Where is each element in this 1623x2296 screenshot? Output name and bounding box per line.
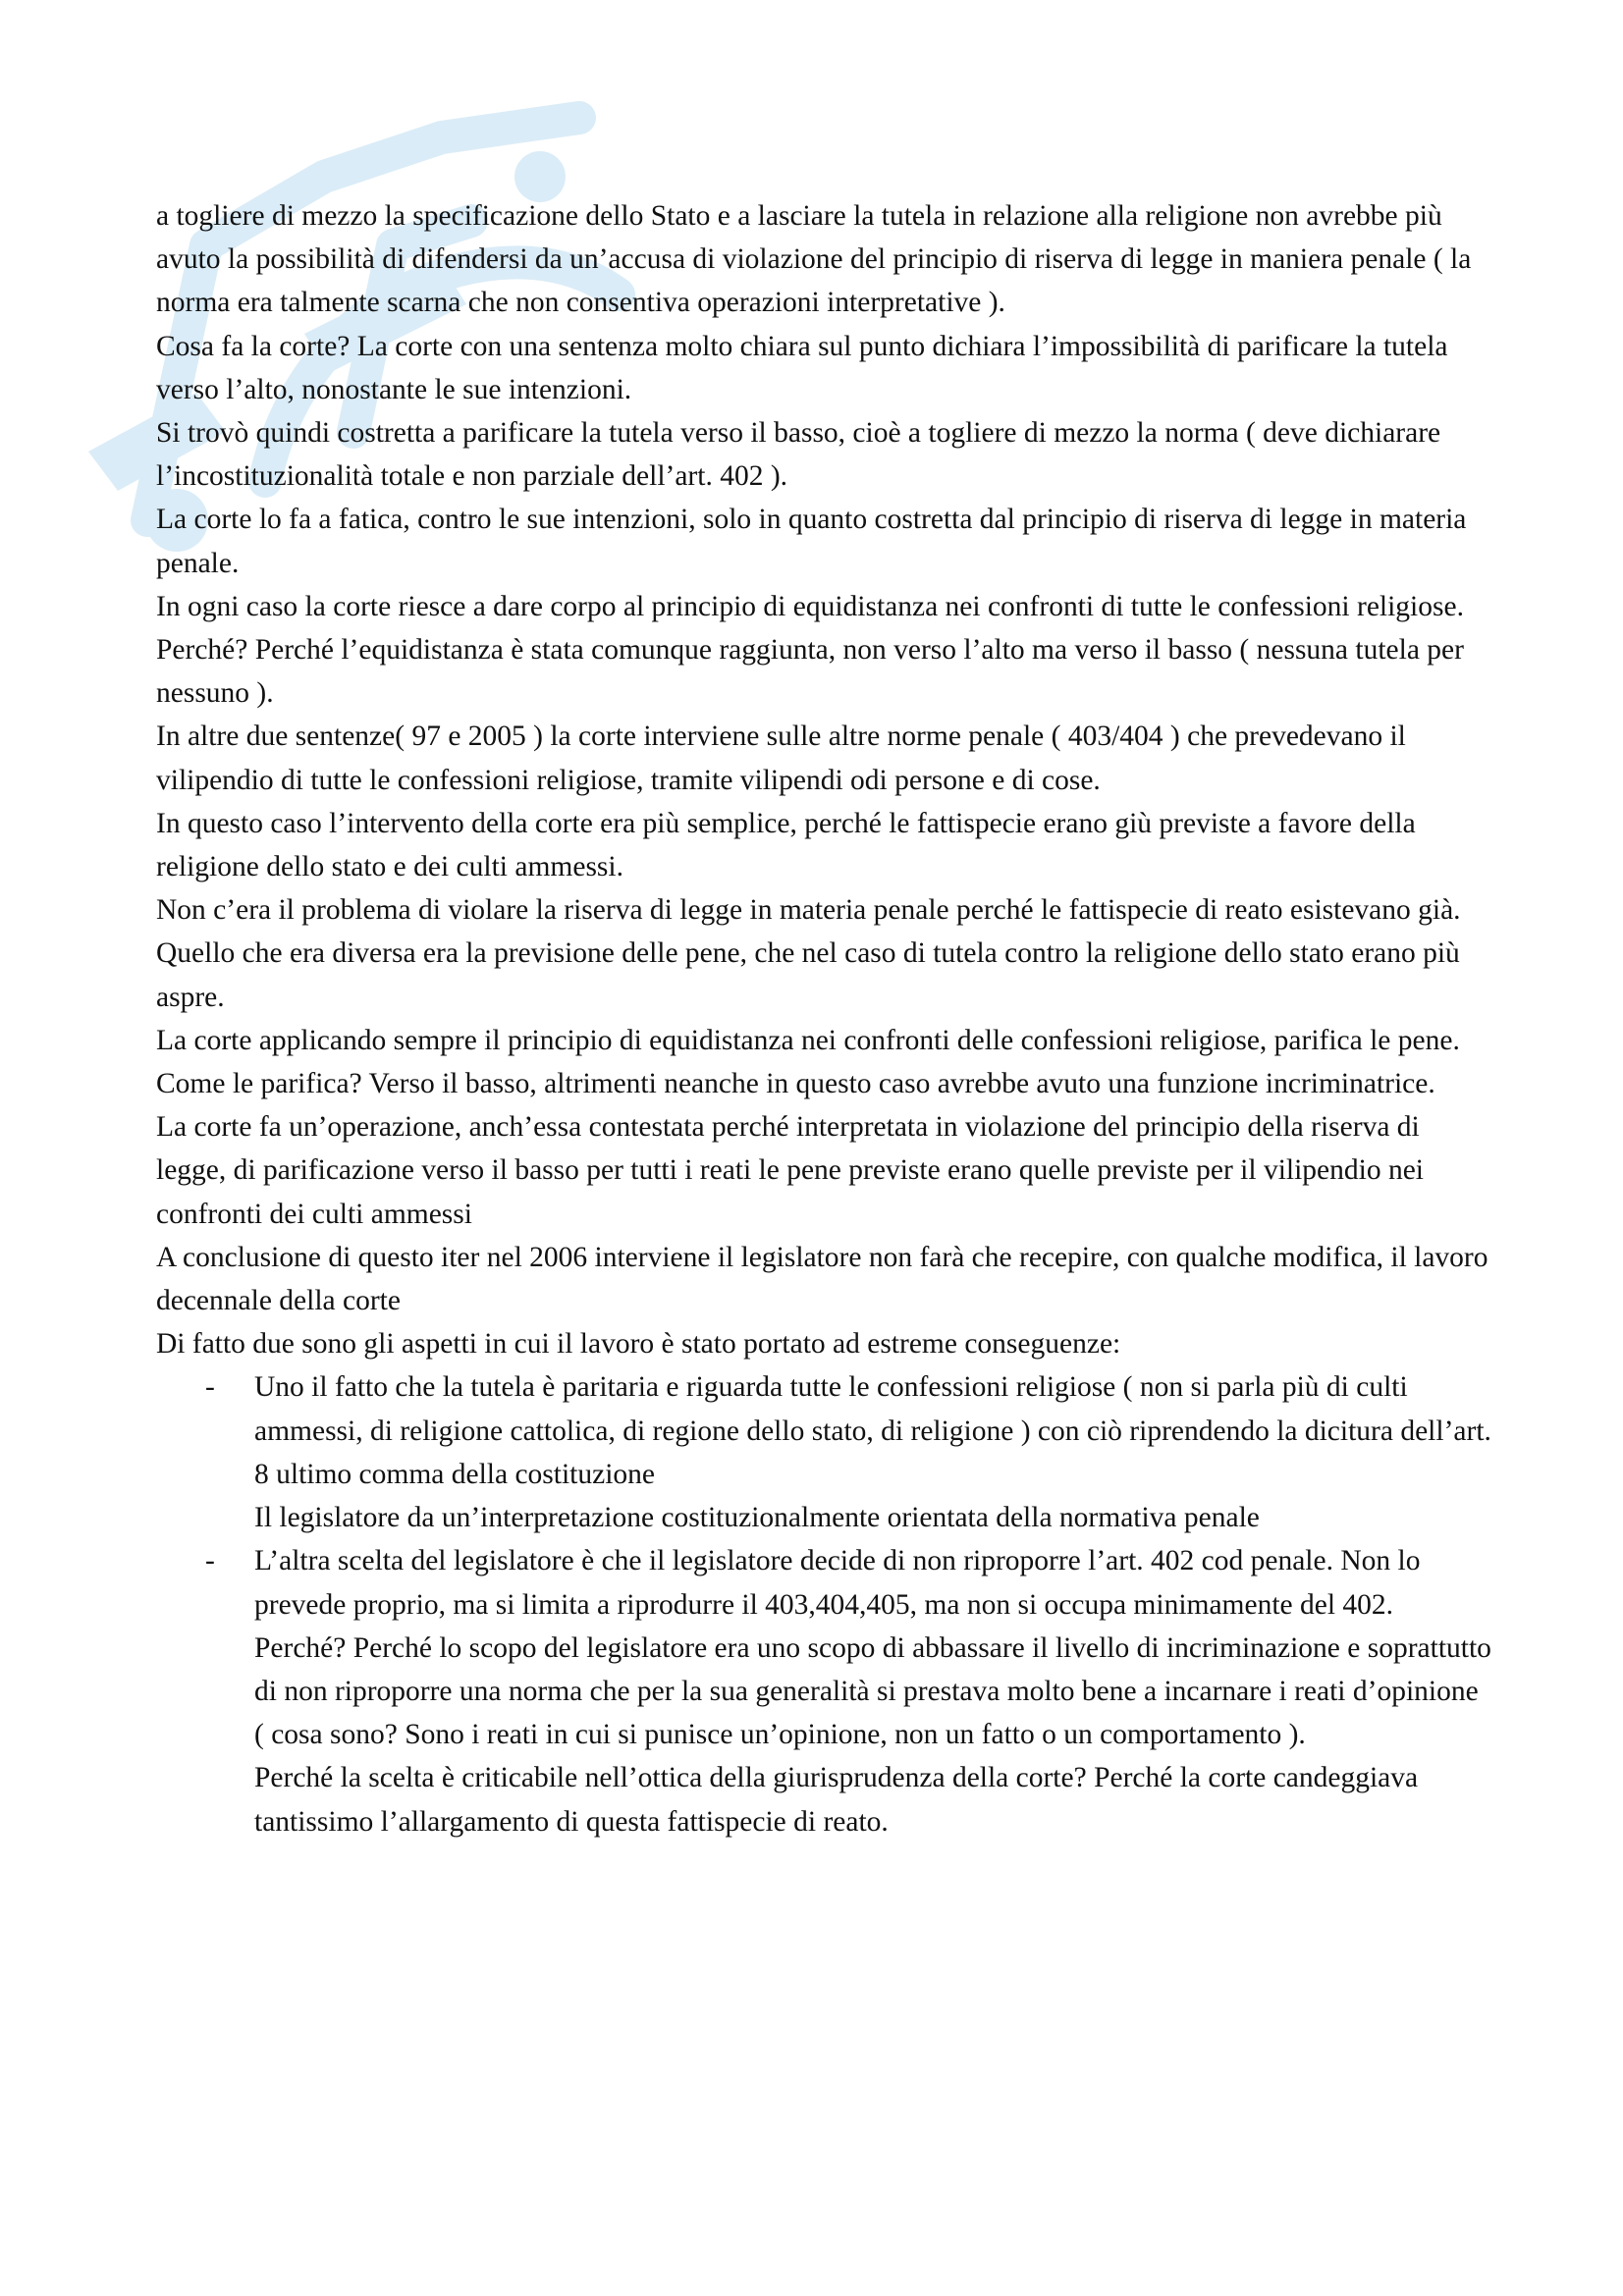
paragraph: Di fatto due sono gli aspetti in cui il lavoro è stato portato ad estreme conseguenze: xyxy=(156,1328,1121,1361)
dash-list xyxy=(156,1365,1491,1842)
paragraph: In altre due sentenze( 97 e 2005 ) la corte interviene sulle altre norme penale ( 403/404 ) che prevedevano il vilipendio di tutte le confessioni religiose, tramite vilipendi odi persone e di cose. xyxy=(156,721,1406,796)
list-item-subtext: Il legislatore da un’interpretazione costituzionalmente orientata della normativa penale xyxy=(254,1502,1260,1534)
document-body xyxy=(156,194,1491,1843)
paragraph: La corte fa un’operazione, anch’essa contestata perché interpretata in violazione del principio della riserva di legge, di parificazione verso il basso per tutti i reati le pene previste erano quelle previste per il vilipendio nei confronti dei culti ammessi xyxy=(156,1111,1424,1230)
paragraph: Perché? Perché l’equidistanza è stata comunque raggiunta, non verso l’alto ma verso il basso ( nessuna tutela per nessuno ). xyxy=(156,634,1464,710)
list-dash: - xyxy=(205,1545,215,1577)
paragraph: Si trovò quindi costretta a parificare la tutela verso il basso, cioè a togliere di mezzo la norma ( deve dichiarare l’incostituzionalità totale e non parziale dell’art. 402 ). xyxy=(156,417,1441,493)
list-item xyxy=(156,1539,1491,1842)
paragraph: Cosa fa la corte? La corte con una sentenza molto chiara sul punto dichiara l’impossibilità di parificare la tutela verso l’alto, nonostante le sue intenzioni. xyxy=(156,330,1448,405)
list-dash: - xyxy=(205,1371,215,1404)
paragraph: Quello che era diversa era la previsione delle pene, che nel caso di tutela contro la religione dello stato erano più aspre. xyxy=(156,937,1460,1013)
paragraph: Come le parifica? Verso il basso, altrimenti neanche in questo caso avrebbe avuto una funzione incriminatrice. xyxy=(156,1068,1435,1100)
list-item-text: L’altra scelta del legislatore è che il legislatore decide di non riproporre l’art. 402 cod penale. Non lo prevede proprio, ma si limita a riprodurre il 403,404,405, ma non si occupa minimamente del 402. Perché? Perché lo scopo del legislatore era uno scopo di abbassare il livello di incriminazione e soprattutto di non riproporre una norma che per la sua generalità si prestava molto bene a incarnare i reati d’opinione ( cosa sono? Sono i reati in cui si punisce un’opinione, non un fatto o un comportamento ). xyxy=(254,1545,1491,1751)
list-item-text: Uno il fatto che la tutela è paritaria e riguarda tutte le confessioni religiose ( non si parla più di culti ammessi, di religione cattolica, di regione dello stato, di religione ) con ciò riprendendo la dicitura dell’art. 8 ultimo comma della costituzione xyxy=(254,1371,1491,1490)
paragraph: Non c’era il problema di violare la riserva di legge in materia penale perché le fattispecie di reato esistevano già. xyxy=(156,894,1461,927)
list-item-subtext: Perché la scelta è criticabile nell’ottica della giurisprudenza della corte? Perché la corte candeggiava tantissimo l’allargamento di questa fattispecie di reato. xyxy=(254,1762,1419,1838)
paragraph: La corte lo fa a fatica, contro le sue intenzioni, solo in quanto costretta dal principio di riserva di legge in materia penale. xyxy=(156,504,1467,579)
list-item xyxy=(156,1365,1491,1539)
paragraph: a togliere di mezzo la specificazione dello Stato e a lasciare la tutela in relazione alla religione non avrebbe più avuto la possibilità di difendersi da un’accusa di violazione del principio di riserva di legge in maniera penale ( la norma era talmente scarna che non consentiva operazioni interpretative ). xyxy=(156,200,1472,319)
paragraph: A conclusione di questo iter nel 2006 interviene il legislatore non farà che recepire, con qualche modifica, il lavoro decennale della corte xyxy=(156,1241,1488,1317)
paragraph: In ogni caso la corte riesce a dare corpo al principio di equidistanza nei confronti di tutte le confessioni religiose. xyxy=(156,590,1464,622)
paragraph: La corte applicando sempre il principio di equidistanza nei confronti delle confessioni religiose, parifica le pene. xyxy=(156,1024,1460,1056)
paragraph: In questo caso l’intervento della corte era più semplice, perché le fattispecie erano giù previste a favore della religione dello stato e dei culti ammessi. xyxy=(156,807,1416,883)
